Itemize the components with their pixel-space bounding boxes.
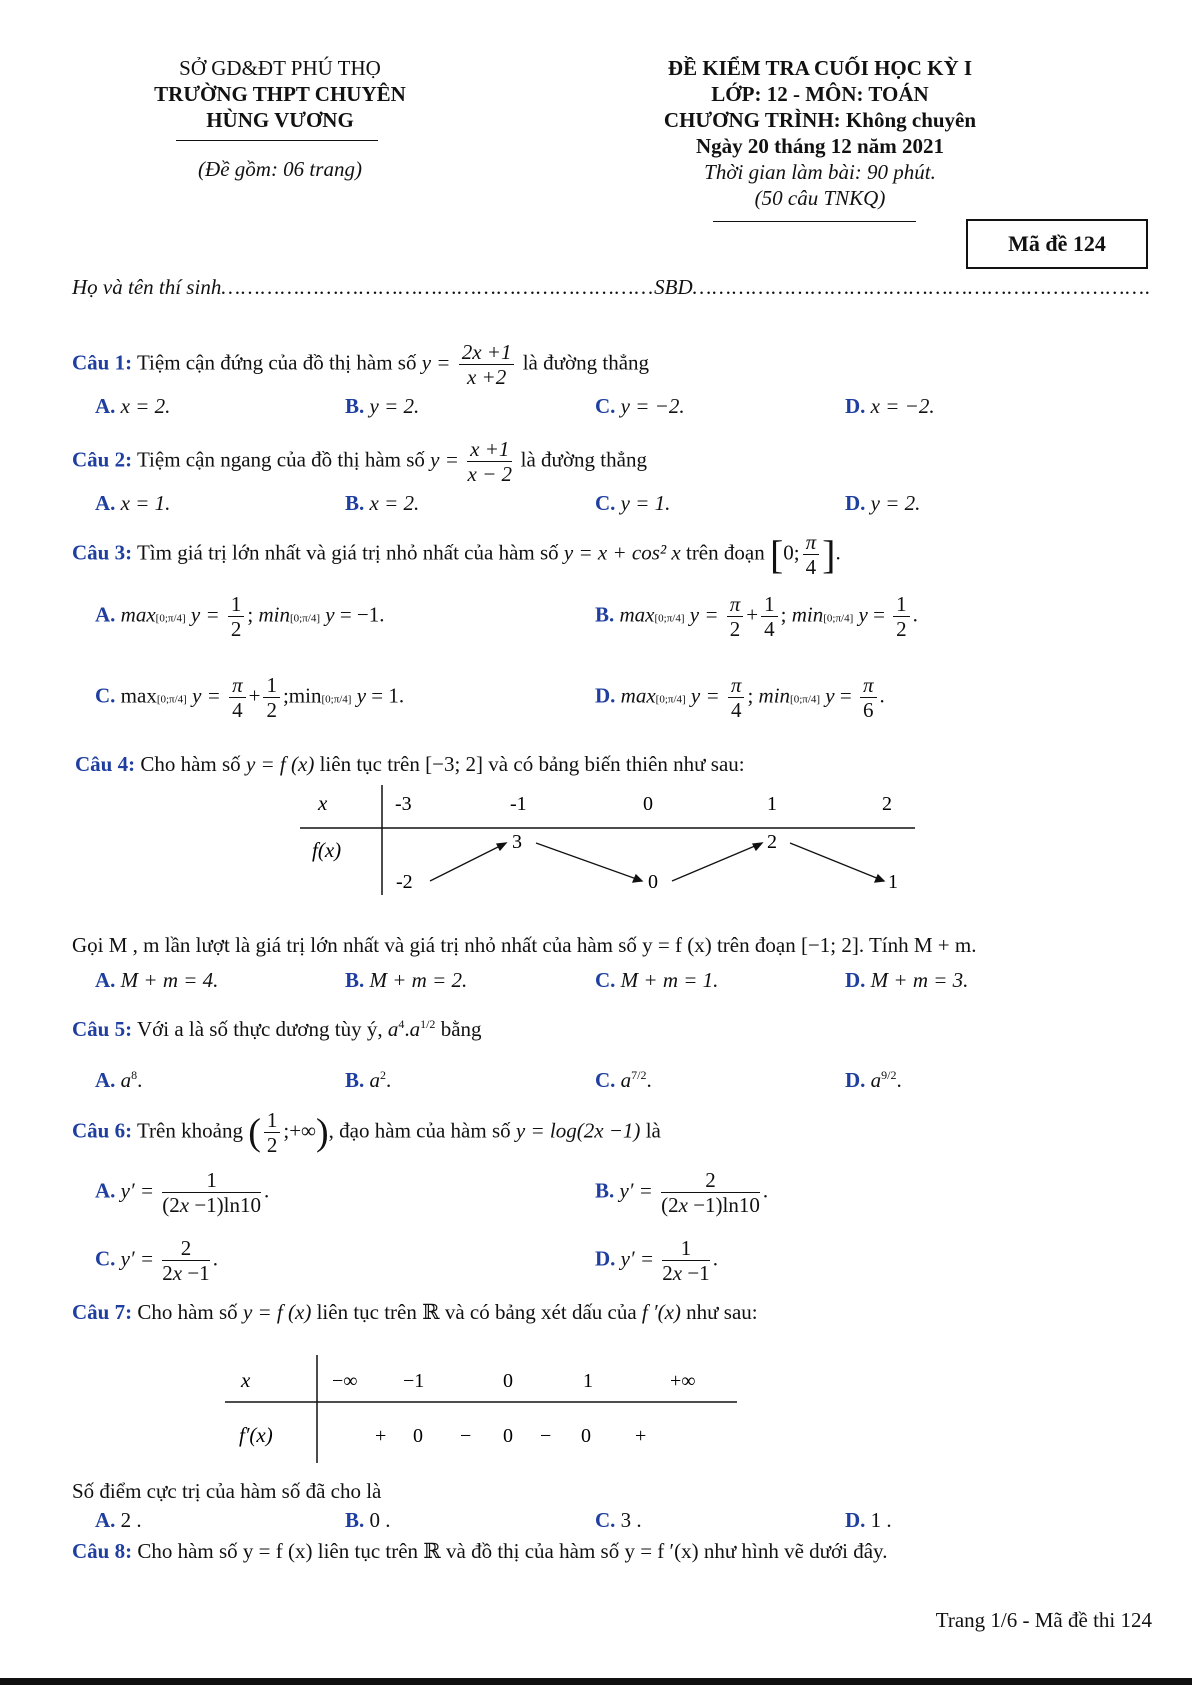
q6-option-a[interactable]: A. y′ = $\frac{1}{(2x -1)\ln 10}$ .	[95, 1168, 270, 1218]
exam-title: ĐỀ KIỂM TRA CUỐI HỌC KỲ I	[667, 56, 973, 80]
sign-fx-label: f′(x)	[239, 1423, 273, 1447]
sign-x-label: x	[241, 1368, 251, 1392]
q3-option-c[interactable]: C. max[0;π/4] y = $\frac{\pi}{4}$ + $\frac{1}{2}$ ;min[0;π/4] y = 1.	[95, 673, 405, 723]
q3-option-d[interactable]: D. max[0;π/4] y = $\frac{\pi}{4}$ ; min[0;π/4] y = $\frac{\pi}{6}$ .	[595, 673, 885, 723]
variation-arrow-up-1	[430, 843, 506, 881]
question-7: Câu 7: Cho hàm số y = f (x) liên tục trên ℝ và có bảng xét dấu của f ′(x) như sau:	[72, 1300, 758, 1324]
sign-value-4: 0	[503, 1425, 513, 1447]
exam-duration: Thời gian làm bài: 90 phút.	[704, 160, 936, 184]
q5-option-a[interactable]: A. $a^8$.	[95, 1068, 143, 1092]
variation-arrowhead-4	[875, 875, 884, 882]
variation-x-value-1: -3	[395, 793, 412, 815]
variation-fx-label: f(x)	[312, 838, 342, 862]
variation-arrow-up-2	[672, 843, 762, 881]
variation-f-value-3: 0	[648, 871, 658, 893]
exam-code-box	[966, 219, 1148, 269]
sign-value-5: −	[540, 1425, 552, 1447]
variation-arrowhead-3	[753, 843, 762, 850]
question-4-follow: Gọi M , m lần lượt là giá trị lớn nhất và giá trị nhỏ nhất của hàm số y = f (x) trên đoạn [−1; 2]. Tính M + m.	[72, 933, 977, 957]
q5-option-b[interactable]: B. $a^2$.	[345, 1068, 392, 1092]
sign-table	[225, 1355, 745, 1465]
question-4: Câu 4: Cho hàm số y = f (x) liên tục trên [−3; 2] và có bảng biến thiên như sau:	[75, 752, 745, 776]
header-right-rule	[713, 221, 916, 222]
question-1-fraction: $\frac{2x +1}{x +2}$	[459, 340, 515, 389]
variation-x-value-3: 0	[643, 793, 653, 815]
q4-option-d[interactable]: D. M + m = 3.	[845, 968, 969, 992]
variation-x-value-2: -1	[510, 793, 527, 815]
q5-option-c[interactable]: C. $a^{7/2}$.	[595, 1068, 652, 1092]
sign-value-6: 0	[581, 1425, 591, 1447]
q7-option-b[interactable]: B. 0 .	[345, 1508, 391, 1532]
variation-f-value-5: 1	[888, 871, 898, 893]
exam-date: Ngày 20 tháng 12 năm 2021	[696, 134, 944, 158]
question-7-follow: Số điểm cực trị của hàm số đã cho là	[72, 1479, 382, 1503]
school-name-line2: HÙNG VƯƠNG	[206, 108, 354, 132]
page-count-note: (Đề gồm: 06 trang)	[198, 157, 362, 181]
q1-option-c[interactable]: C. y = −2.	[595, 394, 685, 418]
q6-option-c[interactable]: C. y′ = $\frac{2}{2x -1}$ .	[95, 1236, 218, 1286]
student-info-line: Họ và tên thí sinh…………………………………………………………SBD…………………………………………………………….	[72, 275, 1152, 299]
question-1: Câu 1: Tiệm cận đứng của đồ thị hàm số y = $\frac{2x +1}{x +2}$ là đường thẳng	[72, 340, 650, 390]
q2-option-a[interactable]: A. x = 1.	[95, 491, 171, 515]
exam-code: Mã đề 124	[1008, 231, 1106, 256]
page-footer: Trang 1/6 - Mã đề thi 124	[935, 1608, 1152, 1632]
question-5: Câu 5: Với a là số thực dương tùy ý, $a^4.a^{1/2}$ bằng	[72, 1017, 482, 1041]
q2-option-b[interactable]: B. x = 2.	[345, 491, 420, 515]
q2-option-d[interactable]: D. y = 2.	[845, 491, 921, 515]
question-2-fraction: $\frac{x +1}{x - 2}$	[467, 437, 513, 487]
question-1-tail: là đường thẳng	[522, 350, 650, 375]
variation-x-value-4: 1	[767, 793, 777, 815]
q7-option-d[interactable]: D. 1 .	[845, 1508, 892, 1532]
variation-f-value-4: 2	[767, 831, 777, 853]
sbd-label: SBD	[654, 275, 693, 299]
variation-table	[300, 785, 920, 900]
sign-x-value-2: −1	[403, 1370, 425, 1392]
q1-option-d[interactable]: D. x = −2.	[845, 394, 935, 418]
q4-option-a[interactable]: A. M + m = 4.	[95, 968, 219, 992]
header-left-rule	[176, 140, 378, 141]
q3-option-a[interactable]: A. max[0;π/4] y = $\frac{1}{2}$ ; min[0;π/4] y = −1.	[95, 592, 385, 642]
q1-option-a[interactable]: A. x = 2.	[95, 394, 171, 418]
question-8: Câu 8: Cho hàm số y = f (x) liên tục trên ℝ và đồ thị của hàm số y = f ′(x) như hình vẽ dưới đây.	[72, 1539, 888, 1563]
question-count: (50 câu TNKQ)	[754, 186, 886, 210]
q4-option-c[interactable]: C. M + m = 1.	[595, 968, 719, 992]
sign-x-value-4: 1	[583, 1370, 593, 1392]
department-name: SỞ GD&ĐT PHÚ THỌ	[179, 56, 381, 80]
q4-option-b[interactable]: B. M + m = 2.	[345, 968, 468, 992]
variation-f-value-2: 3	[512, 831, 522, 853]
variation-arrowhead-1	[497, 843, 506, 850]
question-2: Câu 2: Tiệm cận ngang của đồ thị hàm số y = $\frac{x +1}{x - 2}$ là đường thẳng	[72, 437, 647, 487]
variation-x-label: x	[318, 791, 328, 815]
question-3: Câu 3: Tìm giá trị lớn nhất và giá trị nhỏ nhất của hàm số y = x + cos² x trên đoạn [0; $\frac{\pi}{4}$ ].	[72, 530, 841, 580]
q7-option-c[interactable]: C. 3 .	[595, 1508, 642, 1532]
variation-arrowhead-2	[633, 875, 642, 882]
variation-arrow-down-1	[536, 843, 642, 881]
variation-arrow-down-2	[790, 843, 884, 881]
q6-option-d[interactable]: D. y′ = $\frac{1}{2x -1}$ .	[595, 1236, 718, 1286]
sign-x-value-3: 0	[503, 1370, 513, 1392]
q6-option-b[interactable]: B. y′ = $\frac{2}{(2x -1)\ln 10}$ .	[595, 1168, 769, 1218]
q2-option-c[interactable]: C. y = 1.	[595, 491, 671, 515]
sign-value-7: +	[635, 1425, 647, 1447]
q7-option-a[interactable]: A. 2 .	[95, 1508, 142, 1532]
bottom-border	[0, 1678, 1192, 1685]
q1-option-b[interactable]: B. y = 2.	[345, 394, 420, 418]
sign-value-1: +	[375, 1425, 387, 1447]
school-name-line1: TRƯỜNG THPT CHUYÊN	[154, 82, 406, 106]
student-name-label: Họ và tên thí sinh	[72, 275, 222, 299]
question-1-label: Câu 1:	[72, 350, 133, 375]
question-6: Câu 6: Trên khoảng ( $\frac{1}{2}$ ;+∞), đạo hàm của hàm số y = log(2x −1) là	[72, 1108, 661, 1158]
sign-x-value-5: +∞	[670, 1370, 696, 1392]
sign-x-value-1: −∞	[332, 1370, 358, 1392]
sign-value-3: −	[460, 1425, 472, 1447]
q3-option-b[interactable]: B. max[0;π/4] y = $\frac{\pi}{2}$ + $\frac{1}{4}$ ; min[0;π/4] y = $\frac{1}{2}$ .	[595, 592, 918, 642]
variation-f-value-1: -2	[396, 871, 413, 893]
variation-x-value-5: 2	[882, 793, 892, 815]
grade-subject: LỚP: 12 - MÔN: TOÁN	[711, 82, 929, 106]
sign-value-2: 0	[413, 1425, 423, 1447]
q5-option-d[interactable]: D. $a^{9/2}$.	[845, 1068, 902, 1092]
question-1-text: Tiệm cận đứng của đồ thị hàm số	[136, 350, 417, 375]
program: CHƯƠNG TRÌNH: Không chuyên	[663, 108, 977, 132]
